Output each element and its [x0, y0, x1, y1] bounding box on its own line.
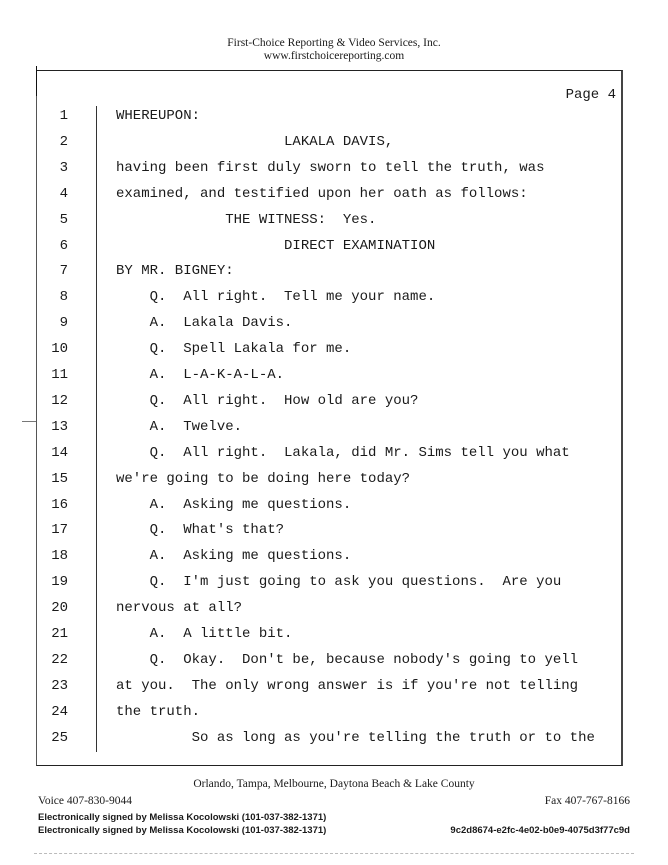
line-text: Q. I'm just going to ask you questions. Are you — [116, 574, 562, 591]
line-text: Q. All right. Lakala, did Mr. Sims tell you what — [116, 444, 570, 461]
line-text: A. A little bit. — [116, 626, 293, 642]
line-text: So as long as you're telling the truth or to the — [116, 729, 595, 746]
transcript-line — [36, 362, 623, 388]
line-number: 16 — [51, 496, 68, 513]
transcript-line — [36, 233, 623, 259]
transcript-line — [36, 129, 623, 155]
line-number: 23 — [51, 677, 68, 694]
line-number: 18 — [51, 548, 68, 565]
line-text: the truth. — [116, 703, 201, 720]
transcript-line — [36, 647, 623, 673]
line-text: A. Asking me questions. — [116, 548, 352, 565]
line-number: 17 — [51, 522, 68, 539]
transcript-line — [36, 310, 623, 336]
line-text: A. Lakala Davis. — [116, 315, 293, 332]
line-text: THE WITNESS: Yes. — [116, 211, 377, 228]
bottom-rule — [34, 853, 634, 854]
line-text: Q. Okay. Don't be, because nobody's going to yell — [116, 651, 579, 668]
line-number: 13 — [51, 418, 68, 435]
line-text: at you. The only wrong answer is if you're not telling — [116, 677, 579, 694]
line-text: DIRECT EXAMINATION — [116, 237, 436, 254]
document-hash: 9c2d8674-e2fc-4e02-b0e9-4075d3f77c9d — [450, 825, 630, 836]
line-number: 7 — [59, 263, 68, 280]
line-number: 12 — [51, 392, 68, 409]
line-text: WHEREUPON: — [116, 108, 201, 124]
company-name: First-Choice Reporting & Video Services, Inc. — [227, 37, 441, 49]
transcript-line — [36, 699, 623, 725]
footer-locations: Orlando, Tampa, Melbourne, Daytona Beach & Lake County — [193, 778, 475, 790]
transcript-line — [36, 258, 623, 284]
frame-tick — [36, 66, 37, 96]
transcript-line — [36, 414, 623, 440]
line-text: examined, and testified upon her oath as follows: — [116, 185, 528, 202]
line-number: 24 — [51, 703, 68, 720]
transcript-line — [36, 103, 623, 129]
edge-mark — [22, 421, 36, 422]
signature-line-1: Electronically signed by Melissa Kocolowski (101-037-382-1371) — [38, 812, 327, 823]
line-number: 6 — [59, 237, 68, 254]
line-text: Q. All right. How old are you? — [116, 392, 419, 409]
line-text: A. Twelve. — [116, 418, 243, 435]
line-number: 19 — [51, 574, 68, 591]
transcript-line — [36, 621, 623, 647]
line-number: 2 — [59, 133, 68, 150]
line-number: 21 — [51, 626, 68, 642]
transcript-line — [36, 543, 623, 569]
company-website: www.firstchoicereporting.com — [263, 50, 405, 62]
line-number: 15 — [51, 470, 68, 487]
transcript-line — [36, 155, 623, 181]
line-text: A. L-A-K-A-L-A. — [116, 367, 285, 383]
line-text: Q. What's that? — [116, 522, 285, 539]
line-text: Q. All right. Tell me your name. — [116, 289, 436, 306]
line-number: 5 — [59, 211, 68, 228]
transcript-line — [36, 673, 623, 699]
line-number: 22 — [51, 651, 68, 668]
voice-number: Voice 407-830-9044 — [38, 795, 133, 807]
line-number: 14 — [51, 444, 68, 461]
line-text: we're going to be doing here today? — [116, 470, 411, 487]
line-number: 10 — [51, 341, 68, 358]
transcript-line — [36, 595, 623, 621]
line-text: Q. Spell Lakala for me. — [116, 341, 352, 358]
line-number: 3 — [59, 159, 68, 176]
line-number: 1 — [59, 108, 68, 124]
transcript-line — [36, 492, 623, 518]
signature-line-2: Electronically signed by Melissa Kocolowski (101-037-382-1371) — [38, 825, 327, 836]
line-text: LAKALA DAVIS, — [116, 133, 394, 150]
transcript-line — [36, 207, 623, 233]
transcript-line — [36, 284, 623, 310]
line-number: 8 — [59, 289, 68, 306]
transcript-line — [36, 517, 623, 543]
line-number: 25 — [51, 729, 68, 746]
line-number: 4 — [59, 185, 68, 202]
line-text: nervous at all? — [116, 600, 243, 617]
transcript-line — [36, 336, 623, 362]
fax-number: Fax 407-767-8166 — [544, 795, 630, 807]
line-number: 20 — [51, 600, 68, 617]
line-text: A. Asking me questions. — [116, 496, 352, 513]
line-number: 9 — [59, 315, 68, 332]
transcript-line — [36, 466, 623, 492]
transcript-line — [36, 388, 623, 414]
page-label: Page 4 — [565, 87, 616, 103]
header — [0, 37, 668, 63]
line-text: having been first duly sworn to tell the truth, was — [116, 159, 545, 176]
line-number: 11 — [51, 367, 68, 383]
transcript-line — [36, 569, 623, 595]
transcript-line — [36, 181, 623, 207]
transcript-line — [36, 440, 623, 466]
transcript-line — [36, 725, 623, 751]
line-text: BY MR. BIGNEY: — [116, 263, 234, 280]
